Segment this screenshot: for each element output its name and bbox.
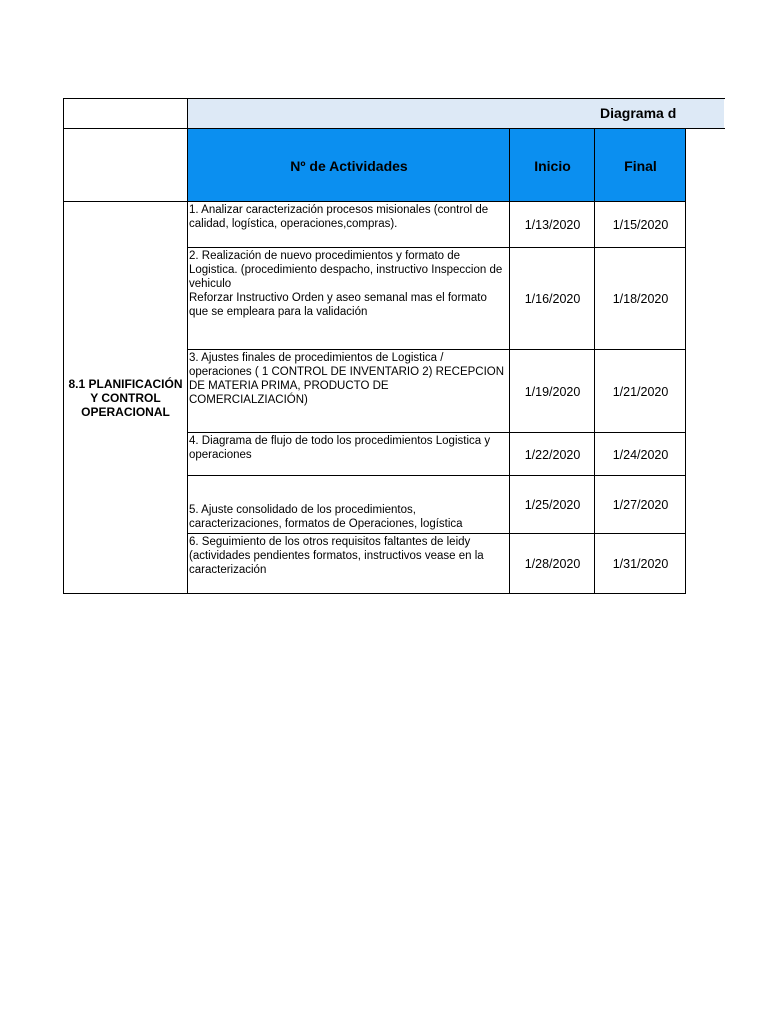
grid-line bbox=[63, 98, 64, 594]
end-date-cell[interactable]: 1/21/2020 bbox=[612, 384, 669, 399]
grid-line bbox=[685, 128, 686, 594]
grid-line bbox=[594, 128, 595, 594]
header-start[interactable]: Inicio bbox=[510, 129, 595, 202]
grid-line bbox=[188, 247, 686, 248]
end-date-cell[interactable]: 1/27/2020 bbox=[612, 498, 669, 512]
activity-cell[interactable]: 1. Analizar caracterización procesos misionales (control de calidad, logística, operaciones,compras). bbox=[189, 204, 489, 230]
activity-cell[interactable]: 3. Ajustes finales de procedimientos de Logistica / operaciones ( 1 CONTROL DE INVENTARIO 2) RECEPCION DE MATERIA PRIMA, PRODUCTO DE COMERCIALZIACIÓN) bbox=[189, 352, 505, 406]
end-date-cell[interactable]: 1/24/2020 bbox=[612, 447, 669, 462]
end-date-cell[interactable]: 1/15/2020 bbox=[612, 218, 669, 232]
grid-line bbox=[188, 533, 686, 534]
start-date-cell[interactable]: 1/19/2020 bbox=[524, 384, 581, 399]
header-end[interactable]: Final bbox=[595, 129, 686, 202]
grid-line bbox=[63, 98, 725, 99]
activity-cell[interactable]: 4. Diagrama de flujo de todo los procedimientos Logistica y operaciones bbox=[189, 435, 491, 461]
header-activities[interactable]: Nº de Actividades bbox=[188, 129, 510, 202]
grid-line bbox=[63, 128, 725, 129]
activity-cell[interactable]: 5. Ajuste consolidado de los procedimientos, caracterizaciones, formatos de Operaciones, logística bbox=[189, 504, 463, 530]
activity-cell[interactable]: 2. Realización de nuevo procedimientos y formato de Logistica. (procedimiento despacho, instructivo Inspeccion de vehiculo Reforzar Instructivo Orden y aseo semanal mas el formato que se empleara para la validación bbox=[189, 250, 503, 318]
grid-line bbox=[509, 128, 510, 594]
end-date-cell[interactable]: 1/18/2020 bbox=[612, 292, 669, 306]
start-date-cell[interactable]: 1/16/2020 bbox=[524, 292, 581, 306]
start-date-cell[interactable]: 1/22/2020 bbox=[524, 447, 581, 462]
grid-line bbox=[63, 201, 686, 202]
section-label[interactable]: 8.1 PLANIFICACIÓN Y CONTROL OPERACIONAL bbox=[68, 377, 183, 419]
start-date-cell[interactable]: 1/13/2020 bbox=[524, 218, 581, 232]
grid-line bbox=[63, 593, 686, 594]
grid-line bbox=[187, 98, 188, 594]
end-date-cell[interactable]: 1/31/2020 bbox=[612, 557, 669, 571]
grid-line bbox=[188, 432, 686, 433]
sheet-title: Diagrama d bbox=[600, 105, 677, 121]
start-date-cell[interactable]: 1/25/2020 bbox=[524, 498, 581, 512]
start-date-cell[interactable]: 1/28/2020 bbox=[524, 557, 581, 571]
grid-line bbox=[188, 475, 686, 476]
activity-cell[interactable]: 6. Seguimiento de los otros requisitos faltantes de leidy (actividades pendientes formatos, instructivos vease en la caracterización bbox=[189, 536, 484, 576]
grid-line bbox=[188, 349, 686, 350]
